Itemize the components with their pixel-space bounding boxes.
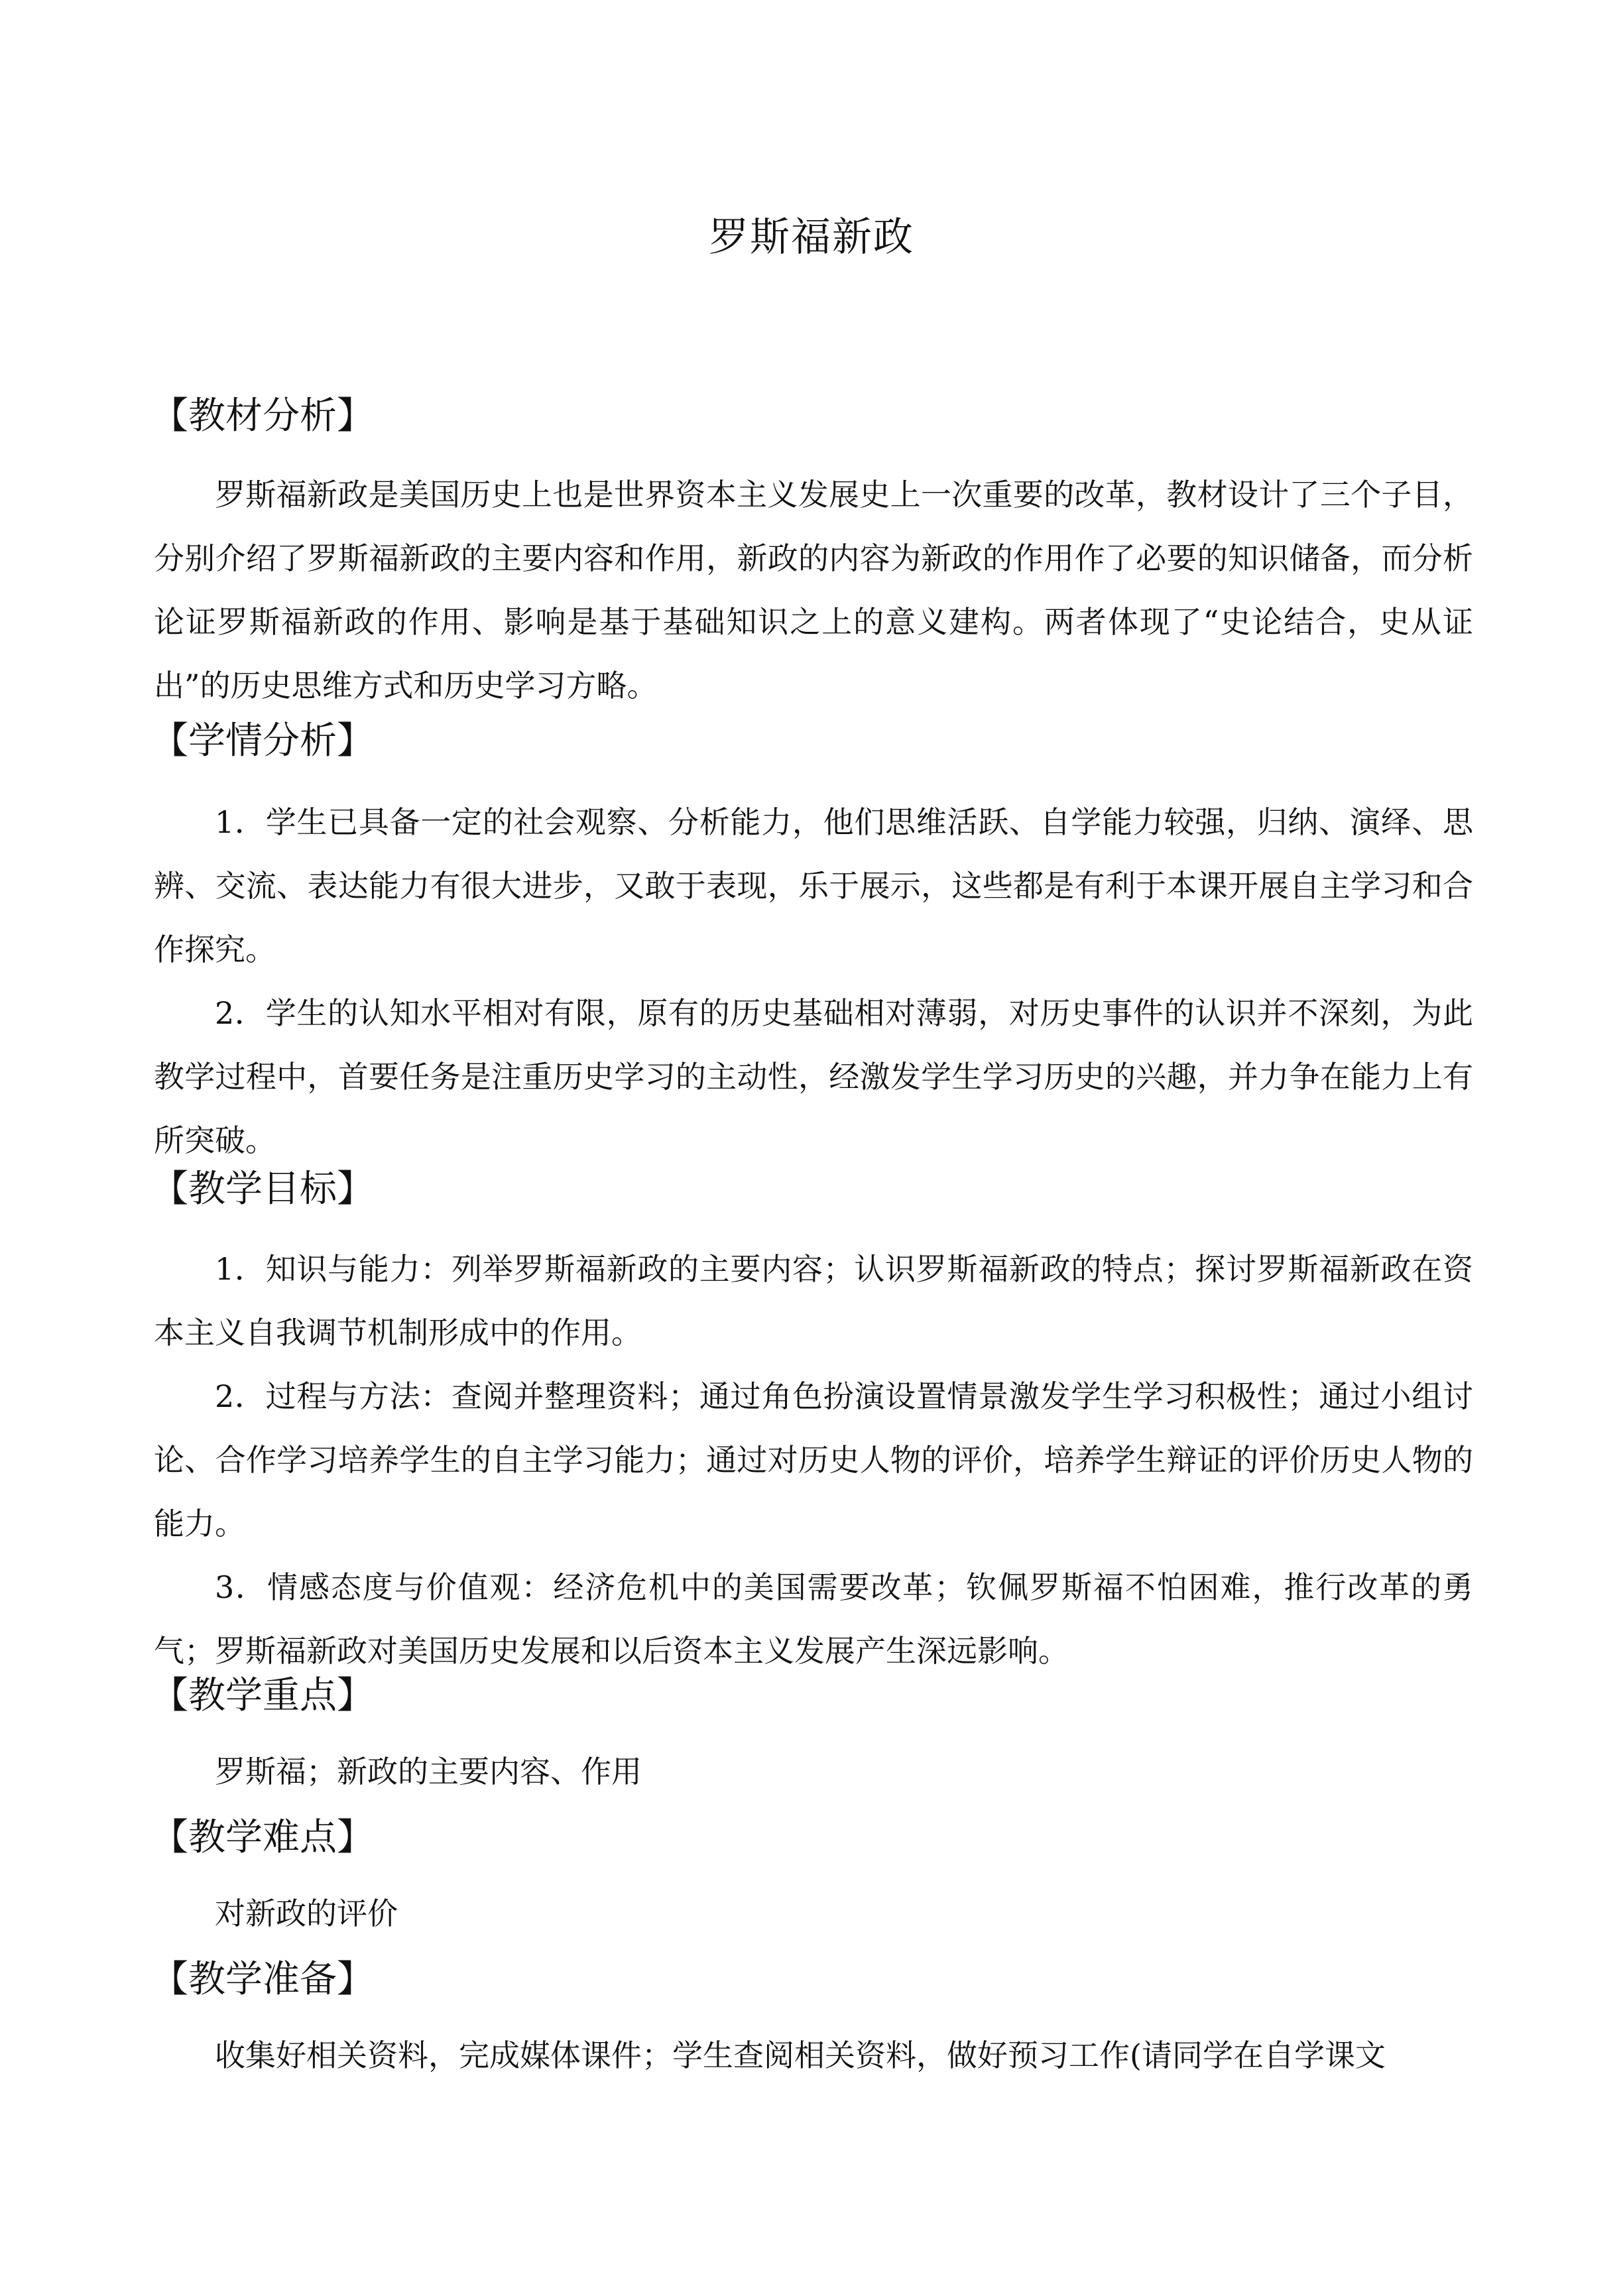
section-heading-difficult-points: 【教学难点】 bbox=[151, 1816, 374, 1859]
student-analysis-paragraph-1: 1．学生已具备一定的社会观察、分析能力，他们思维活跃、自学能力较强，归纳、演绎、思辨、交流、表达能力有很大进步，又敢于表现，乐于展示，这些都是有利于本课开展自主学习和合作探究。 bbox=[154, 804, 1473, 967]
textbook-analysis-paragraph: 罗斯福新政是美国历史上也是世界资本主义发展史上一次重要的改革，教材设计了三个子目，分别介绍了罗斯福新政的主要内容和作用，新政的内容为新政的作用作了必要的知识储备，而分析论证罗斯福新政的作用、影响是基于基础知识之上的意义建构。两者体现了“史论结合，史从证出”的历史思维方式和历史学习方略。 bbox=[154, 477, 1473, 703]
preparation-paragraph: 收集好相关资料，完成媒体课件；学生查阅相关资料，做好预习工作(请同学在自学课文 bbox=[215, 2037, 1386, 2073]
section-heading-textbook-analysis: 【教材分析】 bbox=[151, 394, 374, 438]
section-heading-teaching-objectives: 【教学目标】 bbox=[151, 1168, 374, 1211]
objective-knowledge-paragraph: 1．知识与能力：列举罗斯福新政的主要内容；认识罗斯福新政的特点；探讨罗斯福新政在资本主义自我调节机制形成中的作用。 bbox=[154, 1251, 1473, 1351]
objective-emotion-paragraph: 3．情感态度与价值观：经济危机中的美国需要改革；钦佩罗斯福不怕困难，推行改革的勇气；罗斯福新政对美国历史发展和以后资本主义发展产生深远影响。 bbox=[154, 1569, 1473, 1669]
key-points-paragraph: 罗斯福；新政的主要内容、作用 bbox=[215, 1754, 642, 1789]
document-title: 罗斯福新政 bbox=[709, 214, 914, 261]
section-heading-key-points: 【教学重点】 bbox=[151, 1674, 374, 1717]
objective-process-paragraph: 2．过程与方法：查阅并整理资料；通过角色扮演设置情景激发学生学习积极性；通过小组讨论、合作学习培养学生的自主学习能力；通过对历史人物的评价，培养学生辩证的评价历史人物的能力。 bbox=[154, 1378, 1473, 1541]
student-analysis-paragraph-2: 2．学生的认知水平相对有限，原有的历史基础相对薄弱，对历史事件的认识并不深刻，为此教学过程中，首要任务是注重历史学习的主动性，经激发学生学习历史的兴趣，并力争在能力上有所突破。 bbox=[154, 995, 1473, 1158]
section-heading-preparation: 【教学准备】 bbox=[151, 1958, 374, 2001]
section-heading-student-analysis: 【学情分析】 bbox=[151, 719, 374, 762]
difficult-points-paragraph: 对新政的评价 bbox=[215, 1896, 398, 1931]
